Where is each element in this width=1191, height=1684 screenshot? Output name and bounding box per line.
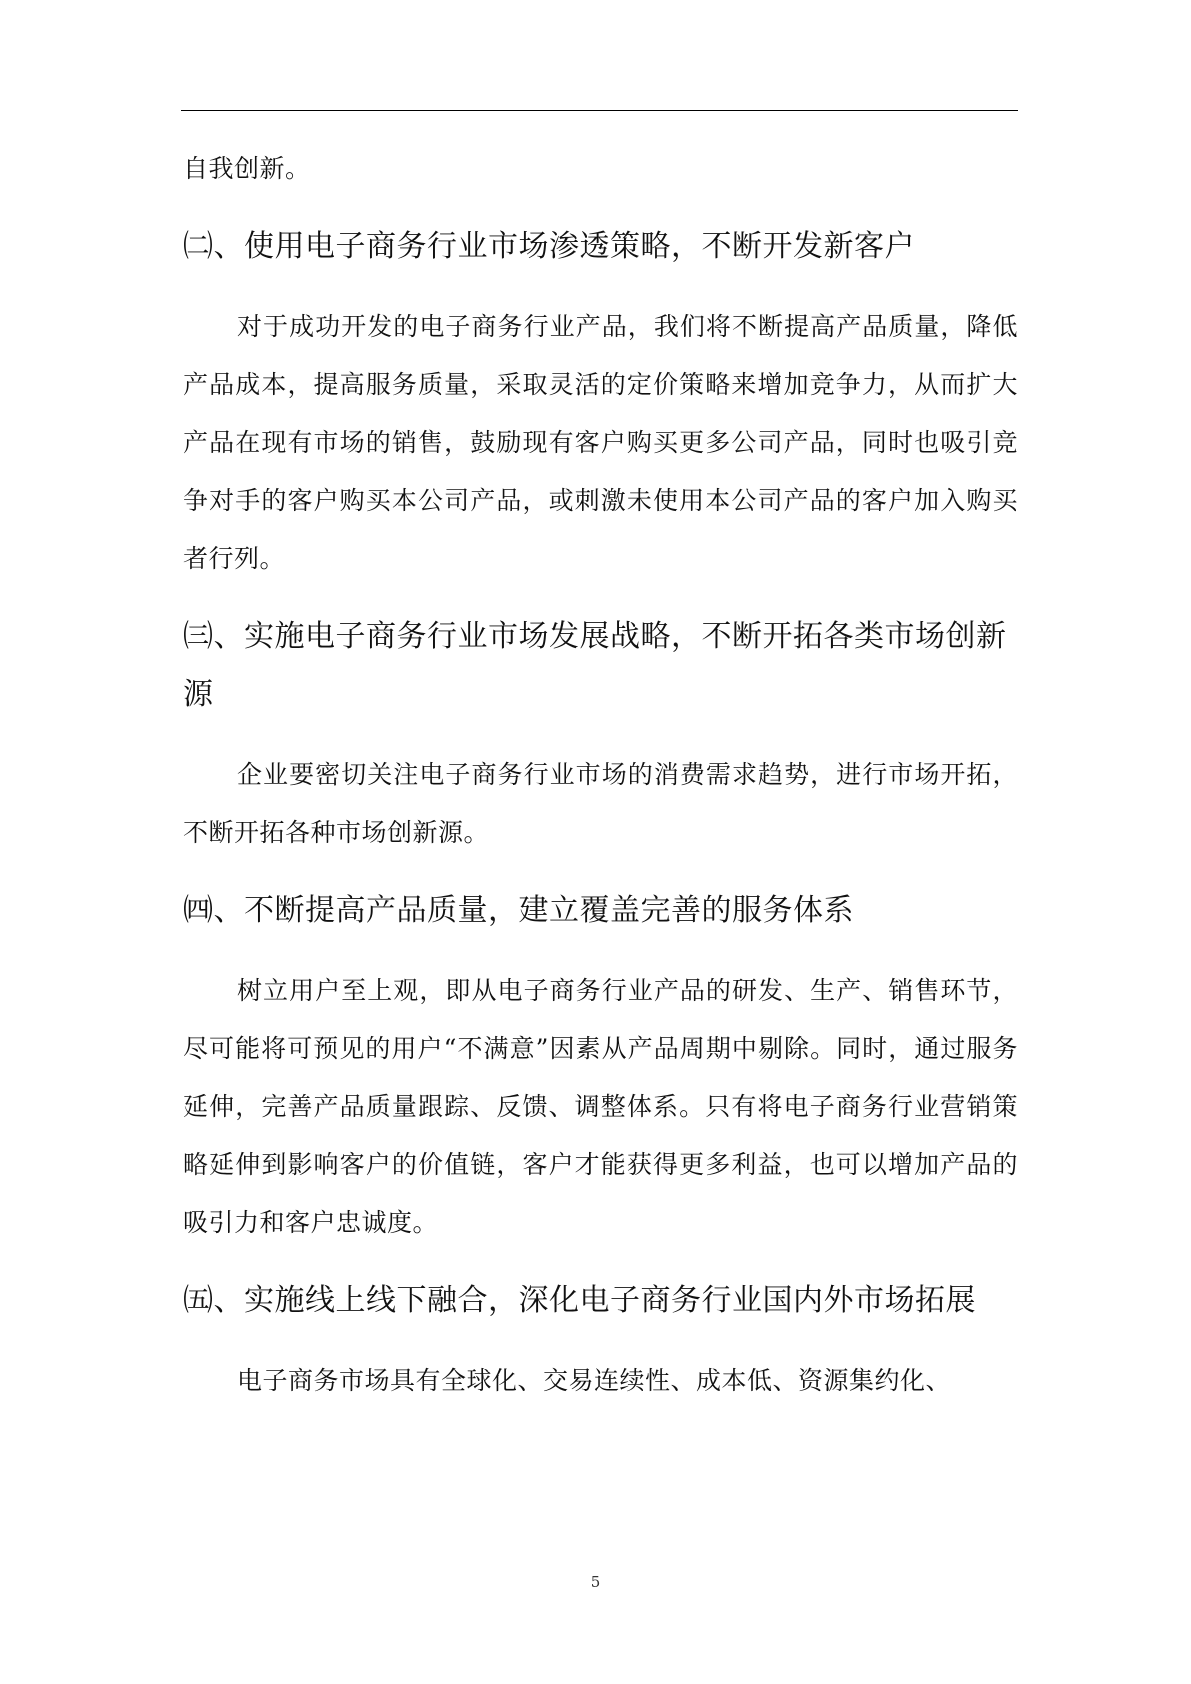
section-heading-4: ㈣、不断提高产品质量，建立覆盖完善的服务体系	[183, 893, 854, 928]
section-heading-5: ㈤、实施线上线下融合，深化电子商务行业国内外市场拓展	[183, 1283, 976, 1318]
page-number: 5	[590, 1573, 601, 1591]
section-body-4: 树立用户至上观，即从电子商务行业产品的研发、生产、销售环节，尽可能将可预见的用户“不满意”因素从产品周期中剔除。同时，通过服务延伸，完善产品质量跟踪、反馈、调整体系。只有将电子商务行业营销策略延伸到影响客户的价值链，客户才能获得更多利益，也可以增加产品的吸引力和客户忠诚度。	[183, 976, 1018, 1237]
section-heading-2: ㈡、使用电子商务行业市场渗透策略，不断开发新客户	[183, 229, 915, 264]
header-rule	[181, 110, 1018, 111]
section-body-3: 企业要密切关注电子商务行业市场的消费需求趋势，进行市场开拓，不断开拓各种市场创新源。	[183, 760, 1018, 847]
page-content	[183, 140, 1018, 1410]
section-body-5: 电子商务市场具有全球化、交易连续性、成本低、资源集约化、	[237, 1366, 952, 1395]
continuation-paragraph: 自我创新。	[183, 154, 311, 183]
section-body-2: 对于成功开发的电子商务行业产品，我们将不断提高产品质量，降低产品成本，提高服务质量，采取灵活的定价策略来增加竞争力，从而扩大产品在现有市场的销售，鼓励现有客户购买更多公司产品，同时也吸引竞争对手的客户购买本公司产品，或刺激未使用本公司产品的客户加入购买者行列。	[183, 312, 1018, 573]
section-heading-3: ㈢、实施电子商务行业市场发展战略，不断开拓各类市场创新源	[183, 619, 1007, 712]
